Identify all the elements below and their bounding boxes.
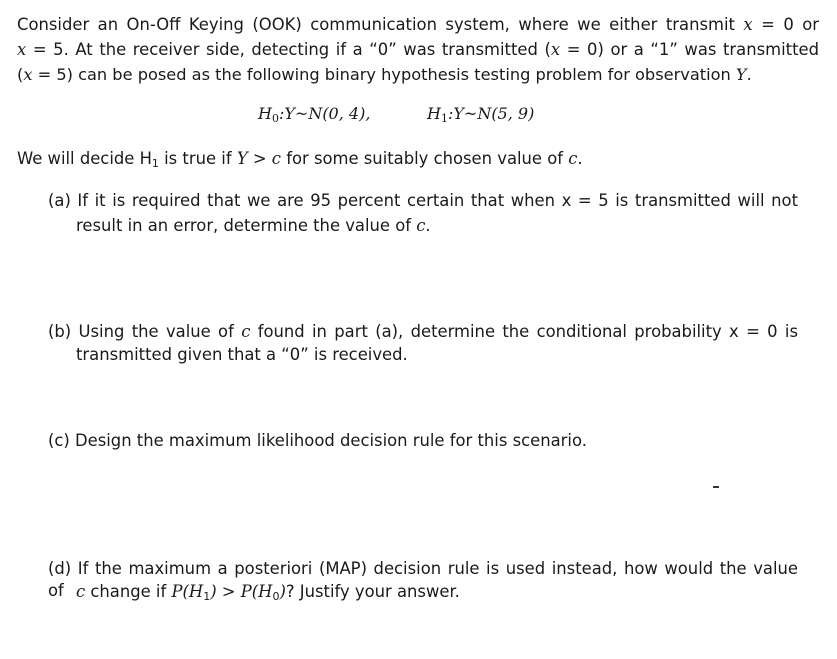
var-x: x (743, 15, 753, 34)
var-y: Y (236, 149, 248, 168)
part-a-line-2: result in an error, determine the value of c. (76, 216, 431, 235)
var-y: Y (735, 65, 747, 84)
hypothesis-h0: $H_0:Y\sim N(0$, 4), (258, 104, 371, 125)
part-c-line-1: (c) Design the maximum likelihood decision rule for this scenario. (48, 431, 587, 450)
part-b-line-2: transmitted given that a “0” is received. (76, 345, 408, 364)
var-c: c (416, 216, 426, 235)
hypothesis-h1: $H_1:Y\sim N(5$, 9) (427, 104, 535, 125)
var-c: c (76, 582, 86, 601)
var-c: c (241, 322, 251, 341)
part-b-line-1: (b) Using the value of c found in part (a), determine the conditional probability x = 0 is (48, 322, 798, 341)
intro-line-1: Consider an On-Off Keying (OOK) communication system, where we either transmit x = 0 or (17, 15, 820, 34)
var-x: x (23, 65, 33, 84)
part-d-line-1: (d) If the maximum a posteriori (MAP) decision rule is used instead, how would the value of (48, 559, 798, 600)
part-d-line-2: c change if $P(H_1) > P(H_0)$? Justify your answer. (76, 582, 460, 603)
var-x: x (17, 40, 27, 59)
intro-line-3: (x = 5) can be posed as the following binary hypothesis testing problem for observation Y. (17, 65, 752, 84)
stray-mark (713, 486, 719, 488)
intro-line-2: x = 5. At the receiver side, detecting if a “0” was transmitted (x = 0) or a “1” was transmitted (17, 40, 819, 59)
var-x: x (550, 40, 561, 59)
decision-statement: We will decide $H_1$ is true if Y > c for some suitably chosen value of c. (17, 149, 583, 170)
var-c: c (271, 149, 281, 168)
part-a-line-1: (a) If it is required that we are 95 percent certain that when x = 5 is transmitted will not (48, 191, 798, 210)
var-c: c (568, 149, 578, 168)
